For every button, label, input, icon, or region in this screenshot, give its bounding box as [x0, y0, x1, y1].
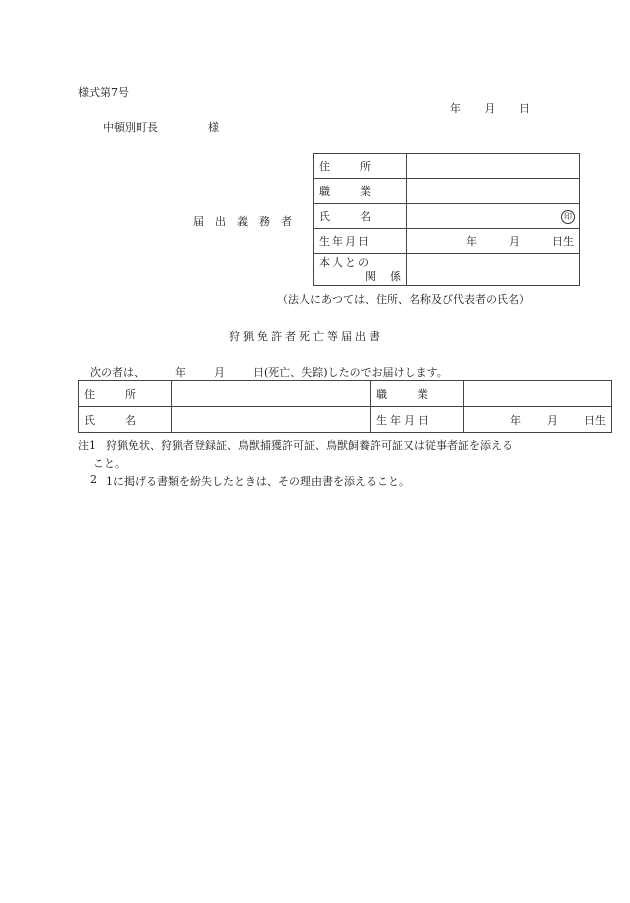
subject-name-field[interactable]	[172, 407, 371, 433]
obligor-relation-field[interactable]	[407, 254, 580, 286]
obligor-name-label: 氏名	[319, 210, 401, 223]
form-number: 様式第7号	[78, 86, 129, 99]
subject-occupation-field[interactable]	[464, 381, 612, 407]
subject-row-2	[79, 407, 612, 433]
obligor-label: 届出義務者	[193, 215, 303, 228]
subject-occupation-label-cell	[371, 381, 464, 407]
obligor-relation-label-line1: 本人との	[319, 255, 371, 269]
obligor-occupation-label: 職業	[319, 185, 401, 198]
subject-birthdate-field[interactable]	[464, 407, 612, 433]
obligor-birth-month: 月	[509, 235, 520, 248]
subject-occupation-label: 職業	[376, 387, 458, 401]
obligor-name-label-cell	[314, 204, 407, 229]
date-year-label: 年	[450, 102, 461, 115]
obligor-occupation-field[interactable]	[407, 179, 580, 204]
obligor-birthdate-row	[314, 229, 580, 254]
subject-address-label-cell	[79, 381, 172, 407]
date-month-label: 月	[484, 102, 496, 115]
addressee-title: 中頓別町長	[103, 121, 158, 134]
subject-birthdate-label: 生年月日	[376, 413, 432, 427]
obligor-relation-label-line2: 関係	[365, 269, 415, 283]
statement-line	[90, 364, 448, 380]
obligor-relation-row	[314, 254, 580, 286]
subject-birthdate-label-cell	[371, 407, 464, 433]
subject-birth-year: 年	[510, 413, 521, 427]
obligor-relation-label-cell	[314, 254, 415, 286]
obligor-address-field[interactable]	[407, 154, 580, 179]
obligor-name-field[interactable]	[407, 204, 580, 229]
note-2-text: 1に掲げる書類を紛失したときは、その理由書を添えること。	[106, 475, 410, 488]
obligor-address-label-cell	[314, 154, 407, 179]
corporate-note: （法人にあつては、住所、名称及び代表者の氏名）	[277, 293, 530, 306]
seal-mark-icon: 印	[561, 210, 575, 224]
note-1-label: 注1	[78, 439, 96, 452]
obligor-birth-day: 日生	[552, 235, 574, 248]
statement-year: 年	[175, 366, 186, 379]
subject-row-1	[79, 381, 612, 407]
date-day-label: 日	[519, 102, 530, 115]
obligor-address-label: 住所	[319, 160, 401, 173]
subject-birth-month: 月	[547, 413, 558, 427]
obligor-occupation-label-cell	[314, 179, 407, 204]
statement-day-suffix: 日(死亡、失踪)したのでお届けします。	[253, 366, 448, 379]
obligor-birthdate-field[interactable]	[407, 229, 580, 254]
subject-address-field[interactable]	[172, 381, 371, 407]
addressee-honorific: 様	[208, 121, 219, 134]
obligor-table	[313, 153, 580, 286]
subject-address-label: 住所	[84, 387, 166, 401]
obligor-birth-year: 年	[466, 235, 477, 248]
subject-birth-day: 日生	[584, 413, 606, 427]
document-title: 狩猟免許者死亡等届出書	[229, 330, 383, 343]
date-line	[450, 100, 530, 116]
statement-month: 月	[214, 366, 225, 379]
note-1-text-line1: 狩猟免状、狩猟者登録証、鳥獣捕獲許可証、鳥獣飼養許可証又は従事者証を添える	[106, 439, 513, 452]
obligor-occupation-row	[314, 179, 580, 204]
obligor-address-row	[314, 154, 580, 179]
note-2-label: 2	[90, 473, 97, 486]
statement-prefix: 次の者は、	[90, 366, 145, 379]
subject-name-label-cell	[79, 407, 172, 433]
subject-name-label: 氏名	[84, 413, 166, 427]
obligor-name-row	[314, 204, 580, 229]
obligor-birthdate-label: 生年月日	[319, 235, 371, 248]
note-1-text-line2: こと。	[93, 457, 126, 470]
obligor-birthdate-label-cell	[314, 229, 407, 254]
subject-table	[78, 380, 612, 433]
